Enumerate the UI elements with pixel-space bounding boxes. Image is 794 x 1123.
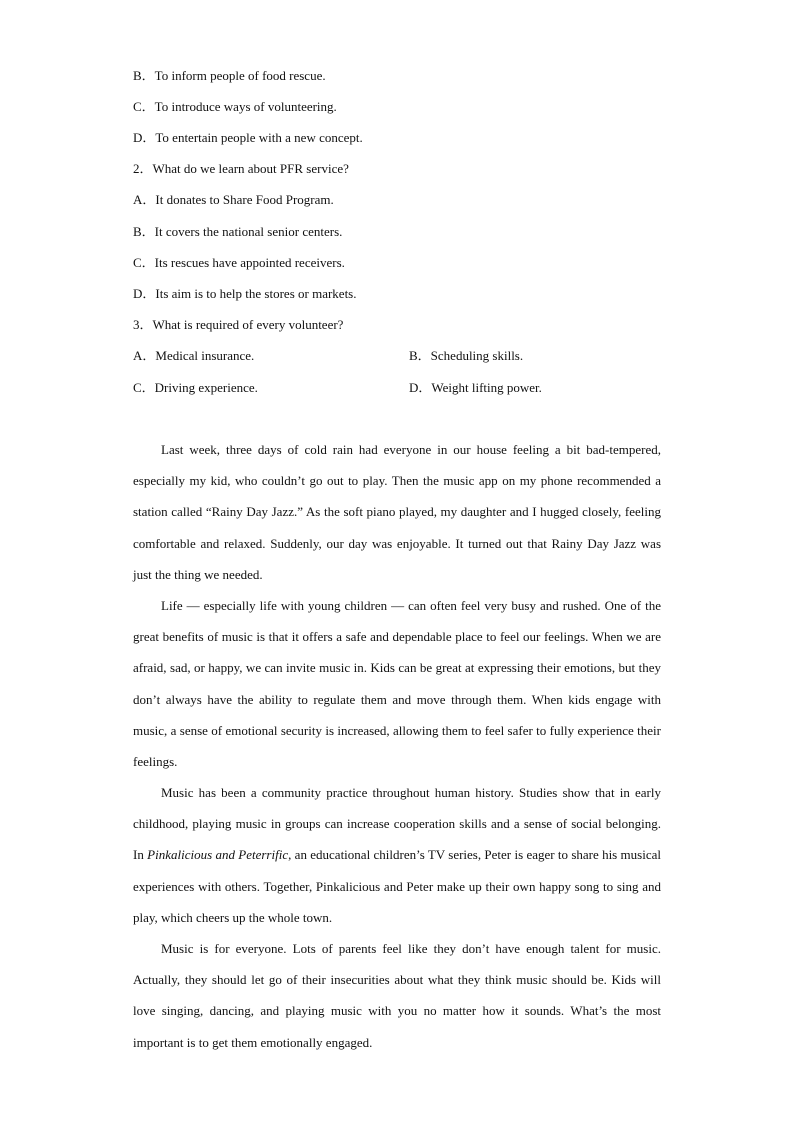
passage-paragraph-2: Life — especially life with young children — can often feel very busy and rushed. One of the great benefits of music is that it offers a safe and dependable place to feel our feelings. When we are afraid, sad, or happy, we can invite music in. Kids can be great at expressing their emotions, but they don’t always have the ability to regulate them and move through them. When kids engage with music, a sense of emotional security is increased, allowing them to feel safer to fully experience their feelings.	[133, 598, 661, 770]
paragraph-3-text-start: Music has been a community practice throughout human history. Studies show that in early childhood, playing music in groups can increase cooperation skills and a sense of social belonging. In	[133, 785, 661, 863]
q1-option-b: B．To inform people of food rescue.	[133, 68, 326, 83]
q2-option-a: A．It donates to Share Food Program.	[133, 192, 334, 207]
paragraph-3-text-end: , an educational children’s TV series, Peter is eager to share his musical experiences with others. Together, Pinkalicious and Peter make up their own happy song to sing and play, which cheers up the whole town.	[133, 847, 661, 925]
passage-paragraph-4: Music is for everyone. Lots of parents feel like they don’t have enough talent for music. Actually, they should let go of their insecurities about what they think music should be. Kids will love singing, dancing, and playing music with you no matter how it sounds. What’s the most important is to get them emotionally engaged.	[133, 941, 661, 1050]
q2-option-b: B．It covers the national senior centers.	[133, 224, 343, 239]
q2-option-c: C．Its rescues have appointed receivers.	[133, 255, 345, 270]
q2-stem: 2．What do we learn about PFR service?	[133, 161, 349, 176]
q3-option-b: B．Scheduling skills.	[409, 348, 524, 363]
passage-paragraph-3	[133, 777, 661, 933]
q3-option-a: A．Medical insurance.	[133, 348, 255, 363]
tv-series-title: Pinkalicious and Peterrific	[147, 847, 289, 863]
q3-option-c: C．Driving experience.	[133, 380, 258, 395]
q1-option-d: D．To entertain people with a new concept.	[133, 130, 363, 145]
q3-option-d: D．Weight lifting power.	[409, 380, 542, 395]
passage-paragraph-1: Last week, three days of cold rain had everyone in our house feeling a bit bad-tempered, especially my kid, who couldn’t go out to play. Then the music app on my phone recommended a station called “Rainy Day Jazz.” As the soft piano played, my daughter and I hugged closely, feeling comfortable and relaxed. Suddenly, our day was enjoyable. It turned out that Rainy Day Jazz was just the thing we needed.	[133, 442, 661, 582]
q1-option-c: C．To introduce ways of volunteering.	[133, 99, 337, 114]
q2-option-d: D．Its aim is to help the stores or markets.	[133, 286, 357, 301]
q3-stem: 3．What is required of every volunteer?	[133, 317, 344, 332]
